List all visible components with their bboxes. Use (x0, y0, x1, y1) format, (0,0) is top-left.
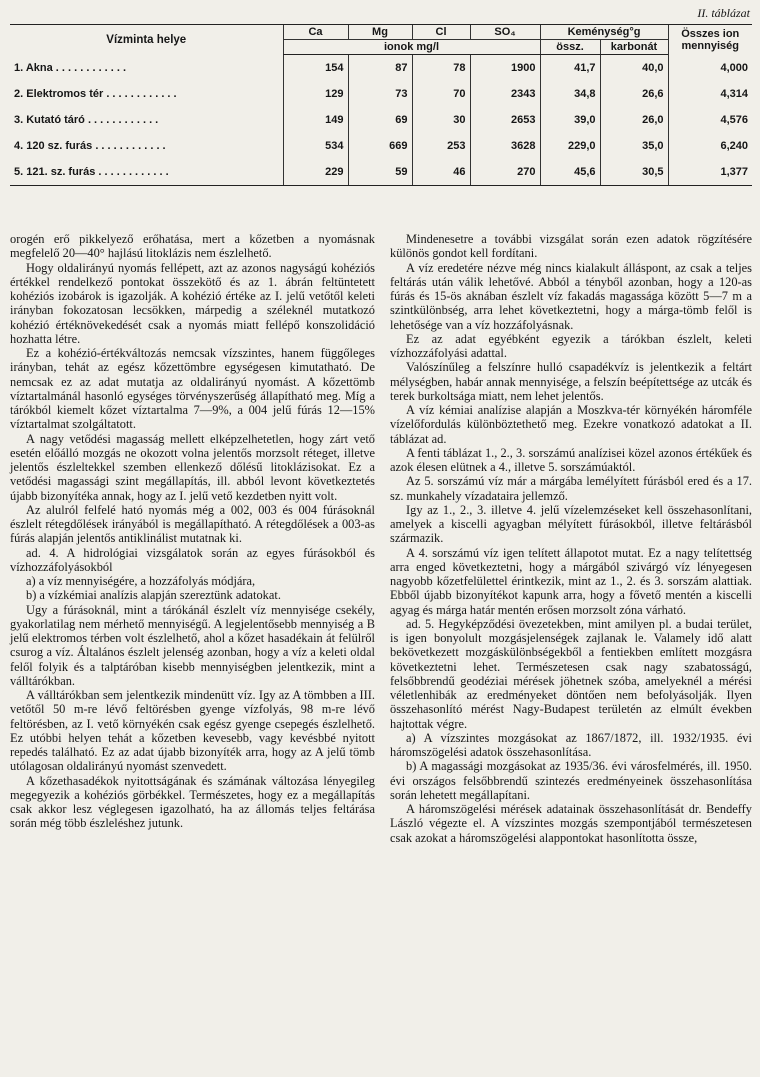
cell-hardness-carbonate: 30,5 (600, 159, 668, 186)
cell-hardness-total: 45,6 (540, 159, 600, 186)
cell-hardness-total: 229,0 (540, 133, 600, 159)
paragraph: ad. 4. A hidrológiai vizsgálatok során az egyes fúrásokból és vízhozzáfolyásokból (10, 545, 375, 574)
table-row (10, 55, 752, 82)
table-label: II. táblázat (697, 6, 750, 20)
paragraph: Ugy a fúrásoknál, mint a tárókánál észlelt víz mennyisége csekély, gyakorlatilag nem mérhető mennyiségű. A legjelentősebb mennyiség a B jelű elektromos térben volt észlelhető, ahol a kőzet hasadékain át felülről csurog a víz. Általános észlelt jelenség azonban, hogy a víz a keleti oldal felől folyik és a talptáróban kisebb mennyiségben jelentkezik, mint a válltárókban. (10, 602, 375, 688)
paragraph: Ez a kohézió-értékváltozás nemcsak vízszintes, hanem függőleges irányban, tehát az egész kőzettömbre egységesen kimutatható. De nemcsak ez az adat mutatja az oldalirányú nyomást. A kőzettömb víztartalmánál hasonló egységes törvényszerűség állapítható meg. Míg a tárókból kiemelt kőzet víztartalma 7—9%, a 004 jelű fúrás 12—15% víztartalmat szolgáltatott. (10, 346, 375, 432)
cell-so4: 270 (470, 159, 540, 186)
paragraph: orogén erő pikkelyező erőhatása, mert a kőzetben a nyomásnak megfelelő 20—40° hajlású litoklázis nem észlelhető. (10, 232, 375, 261)
paragraph: Az alulról felfelé ható nyomás még a 002, 003 és 004 fúrásoknál észlelt rétegdőlések irányából is megállapítható. A rétegdőlések a 003-as fúrás alapján jelentős antiklinálist mutatnak ki. (10, 502, 375, 546)
header-ca: Ca (283, 25, 348, 40)
cell-hardness-carbonate: 40,0 (600, 55, 668, 82)
header-so4: SO₄ (470, 25, 540, 40)
table-row (10, 133, 752, 159)
table-row (10, 159, 752, 186)
cell-so4: 2653 (470, 107, 540, 133)
paragraph: A víz kémiai analízise alapján a Moszkva-tér környékén háromféle vízelőfordulás különböztethető meg. Ezekre vonatkozó adatokat a II. táblázat ad. (390, 403, 752, 446)
paragraph: Valószínűleg a felszínre hulló csapadékvíz is jelentkezik a feltárt mélységben, habár annak mennyisége, a felszín beépítettsége az utcák és terek burkoltsága miatt, nem lehet jelentős. (390, 360, 752, 403)
cell-hardness-total: 34,8 (540, 81, 600, 107)
cell-total-ion: 4,314 (668, 81, 752, 107)
paragraph: b) A magassági mozgásokat az 1935/36. évi városfelmérés, ill. 1950. évi országos felsőbbrendű szintezés eredményeinek összehasonlítása során lehetett megállapítani. (390, 759, 752, 802)
header-site: Vízminta helye (10, 25, 283, 55)
paragraph: ad. 5. Hegyképződési övezetekben, mint amilyen pl. a budai terület, is igen bonyolult mozgásjelenségek zajlanak le. Valamely idő alatt bekövetkezett mozgáskülönbségekből a fentiekben említett mozgásra következtetni lehet. Természetesen csak nagy szabatosságú, felsőbbrendű geodéziai mérések jöhetnek szóba, amelyeknél a mérési véletlenhibák az eredményeket döntően nem befolyásolják. Ilyen összehasonlító mérést Nagy-Budapest területén az elmúlt években hajtottak végre. (390, 616, 752, 731)
header-hardness-carbonate: karbonát (600, 40, 668, 55)
paragraph: Ez az adat egyébként egyezik a tárókban észlelt, keleti vízhozzáfolyási adattal. (390, 331, 752, 360)
cell-mg: 669 (348, 133, 412, 159)
header-total-ion: Összes ion mennyiség (668, 25, 752, 55)
paragraph: A víz eredetére nézve még nincs kialakult álláspont, az csak a teljes feltárás után válik lehetővé. Abból a tényből azonban, hogy a 120-as fúrás és 15-ös aknában észlelt víz fakadás magassága között 5—7 m a szintkülönbség, arra lehet következtetni, hogy a márga-tömb felől is lehetősége van a víz hozzáfolyásnak. (390, 260, 752, 332)
header-ions-unit: ionok mg/l (283, 40, 540, 55)
paragraph: A nagy vetődési magasság mellett elképzelhetetlen, hogy zárt vető esetén előálló mozgás ne okozott volna jelentős morzsolt réteget, illetve jelentős észleltekkel szemben ellenkező dőlésű litoklázisokat. Ez a vetődési magassági szint megállapítás, ill. abból levont következtetés újabb bizonyítéka annak, hogy az I. jelű vető kezdetben nyitt volt. (10, 431, 375, 503)
header-hardness: Keménység°g (540, 25, 668, 40)
paragraph: A kőzethasadékok nyitottságának és számának változása lényegileg megegyezik a kohéziós görbékkel. Természetes, hogy ez a megállapítás csak akkor lesz véglegesen igazolható, ha az állomás teljes feltárása során még több észleléshez jutunk. (10, 773, 375, 831)
cell-ca: 534 (283, 133, 348, 159)
paragraph: Igy az 1., 2., 3. illetve 4. jelű vízelemzéseket kell összehasonlítani, amelyek a kiscelli agyagban mélyített fúrásokból, illetve feltárásból származik. (390, 502, 752, 546)
paragraph: Hogy oldalirányú nyomás fellépett, azt az azonos nagyságú kohéziós értékkel rendelkező pontokat összekötő és az 1. ábrán feltüntetett kohéziós izobárok is igazolják. A kohézió értéke az I. jelű vetőtől keleti irányban fokozatosan lecsökken, márpedig a széleknél mutatkozó kohézió értéknövekedését csak a nyomás miatt fellépő konszolidáció hozhatta létre. (10, 260, 375, 346)
right-text-column (390, 232, 752, 845)
cell-hardness-total: 39,0 (540, 107, 600, 133)
cell-hardness-total: 41,7 (540, 55, 600, 82)
cell-total-ion: 1,377 (668, 159, 752, 186)
paragraph: b) a vízkémiai analízis alapján szereztünk adatokat. (26, 588, 281, 603)
table-row (10, 81, 752, 107)
cell-ca: 149 (283, 107, 348, 133)
header-mg: Mg (348, 25, 412, 40)
paragraph: A fenti táblázat 1., 2., 3. sorszámú analízisei közel azonos értékűek és azok élesen elütnek a 4., illetve 5. sorszámúaktól. (390, 445, 752, 474)
cell-cl: 253 (412, 133, 470, 159)
cell-ca: 229 (283, 159, 348, 186)
cell-cl: 46 (412, 159, 470, 186)
cell-hardness-carbonate: 35,0 (600, 133, 668, 159)
cell-hardness-carbonate: 26,0 (600, 107, 668, 133)
cell-cl: 70 (412, 81, 470, 107)
cell-so4: 3628 (470, 133, 540, 159)
left-text-column (10, 232, 375, 831)
cell-so4: 1900 (470, 55, 540, 82)
cell-mg: 59 (348, 159, 412, 186)
paragraph: A 4. sorszámú víz igen telített állapotot mutat. Ez a nagy telítettség arra enged következtetni, hogy a márgából szivárgó víz lényegesen nagyobb kőzetfelülettel érintkezik, mint az 1., 2. és 3. sorszám alattiak. Ebből újabb bizonyítékot kapunk arra, hogy a fővető mentén a kiscelli agyag és márga határ mentén erősen morzsolt zóna várható. (390, 545, 752, 617)
cell-hardness-carbonate: 26,6 (600, 81, 668, 107)
cell-mg: 69 (348, 107, 412, 133)
paragraph: a) A vízszintes mozgásokat az 1867/1872, ill. 1932/1935. évi háromszögelési adatok összehasonlítása. (390, 730, 752, 759)
header-cl: Cl (412, 25, 470, 40)
cell-mg: 73 (348, 81, 412, 107)
header-hardness-total: össz. (540, 40, 600, 55)
row-name: 4. 120 sz. furás . . . . . . . . . . . . (14, 140, 166, 152)
cell-cl: 78 (412, 55, 470, 82)
water-analysis-table (10, 24, 752, 186)
table-row (10, 107, 752, 133)
row-name: 2. Elektromos tér . . . . . . . . . . . . (14, 88, 177, 100)
cell-total-ion: 6,240 (668, 133, 752, 159)
row-name: 5. 121. sz. furás . . . . . . . . . . . . (10, 159, 283, 186)
row-name: 1. Akna . . . . . . . . . . . . (14, 61, 127, 74)
paragraph: A válltárókban sem jelentkezik mindenütt víz. Igy az A tömbben a III. vetőtől 50 m-re lévő feltörésben gyenge vízfolyás, 98 m-re lévő feltörésben, az I. vető környékén csak egész gyenge csepegés észlelhető. Ez utóbbi helyen tehát a kőzetben kevesebb, vagy kevésbbé nyitott repedés található. Ez az adat újabb bizonyíték arra, hogy az A jelű tömb utólagosan oldalirányú nyomást szenvedett. (10, 688, 375, 774)
cell-so4: 2343 (470, 81, 540, 107)
row-name: 3. Kutató táró . . . . . . . . . . . . (14, 114, 159, 126)
paragraph: a) a víz mennyiségére, a hozzáfolyás módjára, (26, 574, 256, 588)
paragraph: Az 5. sorszámú víz már a márgába lemélyített fúrásból ered és a 17. sz. munkahely vízadataira jellemző. (390, 474, 752, 503)
paragraph: A háromszögelési mérések adatainak összehasonlítását dr. Bendeffy László végezte el. A vízszintes mozgás szempontjából természetesen csak azokat a háromszögelési alappontokat hasonlította össze, (390, 802, 752, 845)
cell-ca: 154 (283, 55, 348, 82)
paragraph: Mindenesetre a további vizsgálat során ezen adatok rögzítésére különös gondot kell fordítani. (390, 232, 752, 261)
cell-total-ion: 4,576 (668, 107, 752, 133)
cell-mg: 87 (348, 55, 412, 82)
cell-ca: 129 (283, 81, 348, 107)
cell-cl: 30 (412, 107, 470, 133)
cell-total-ion: 4,000 (668, 55, 752, 82)
